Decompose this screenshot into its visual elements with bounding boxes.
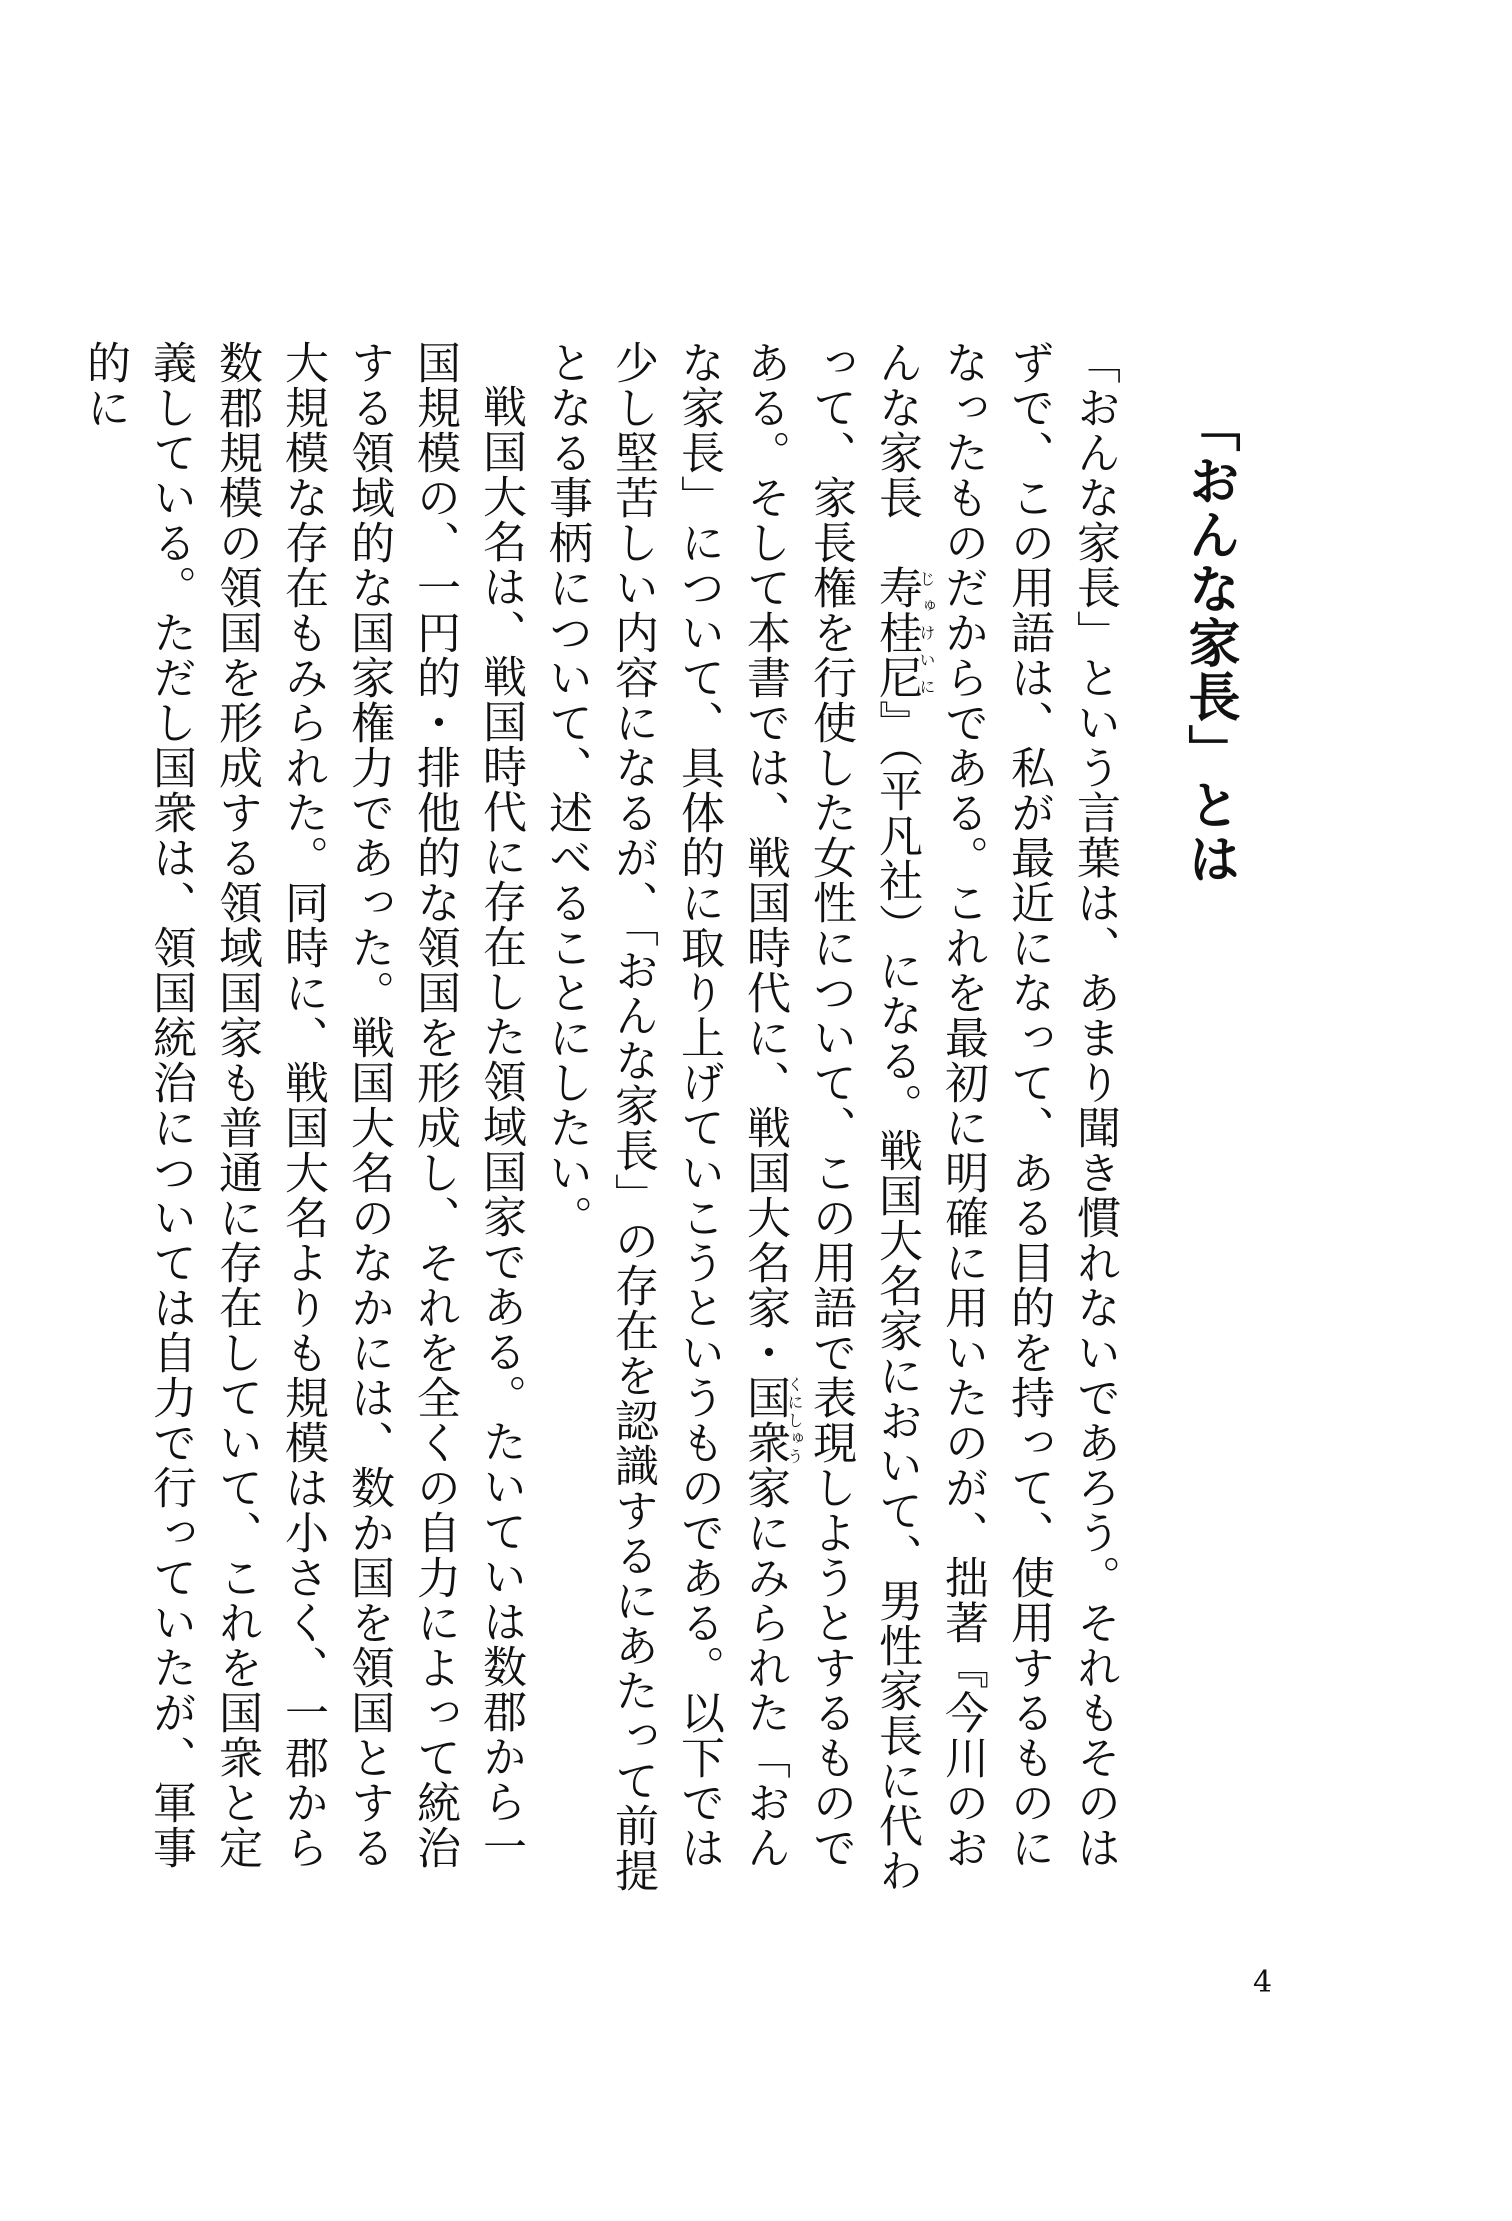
paragraph-1-part-1: 「おんな家長」という言葉は、あまり聞き慣れないであろう。それもそのはずで、この用語は、私が最近になって、ある目的を持って、使用するものになったものだからである。これを最初に明確に用いたのが、拙著『今川のおんな家長 [871,340,1120,1870]
ruby-jukeini [871,565,936,700]
ruby-kunishu-reading: くにしゅう [785,1375,804,1465]
page-number: 4 [1253,1965,1273,2000]
ruby-kunishu [739,1375,804,1465]
body-text [71,340,1127,1900]
paragraph-2: 戦国大名は、戦国時代に存在した領域国家である。たいていは数郡から一国規模の、一円的・排他的な領国を形成し、それを全くの自力によって統治する領域的な国家権力であった。戦国大名のなかには、数か国を領国とする大規模な存在もみられた。同時に、戦国大名よりも規模は小さく、一郡から数郡規模の領国を形成する領域国家も普通に存在していて、これを国衆と定義している。ただし国衆は、領国統治については自力で行っていたが、軍事的に [79,340,526,1870]
ruby-jukeini-reading: じゅけいに [917,565,936,700]
paragraph-1 [533,340,1127,1900]
paragraph-1-part-3: 家にみられた「おんな家長」について、具体的に取り上げていこうというものである。以下では少し堅苦しい内容になるが、「おんな家長」の存在を認識するにあたって前提となる事柄について、述べることにしたい。 [541,340,790,1893]
ruby-kunishu-base: 国衆 [739,1375,790,1465]
section-heading: 「おんな家長」とは [1179,400,1240,886]
ruby-jukeini-base: 寿桂尼 [871,565,922,700]
paragraph-1-part-2: 』（平凡社）になる。戦国大名家において、男性家長に代わって、家長権を行使した女性について、この用語で表現しようとするものである。そして本書では、戦国時代に、戦国大名家・ [739,340,922,1893]
